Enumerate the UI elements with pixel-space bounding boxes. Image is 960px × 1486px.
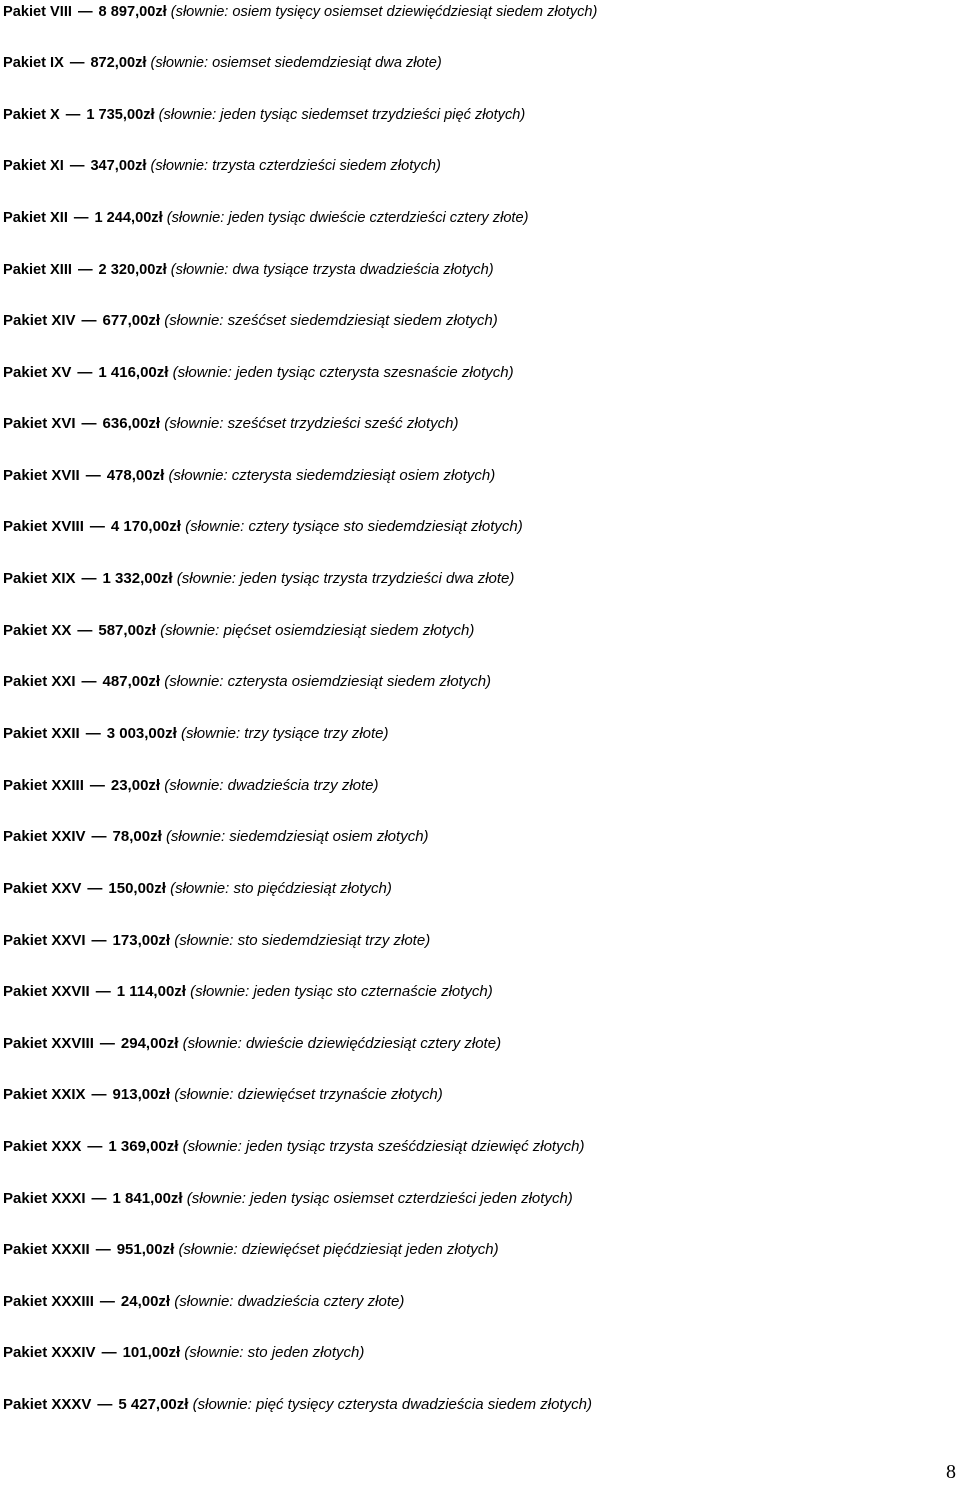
dash-separator: — (91, 828, 107, 845)
dash-separator: — (87, 880, 103, 897)
package-label: Pakiet XXXI (3, 1190, 86, 1207)
package-row (3, 980, 493, 1004)
dash-separator: — (77, 262, 93, 278)
package-amount: 872,00zł (90, 55, 147, 71)
dash-separator: — (65, 107, 81, 123)
package-amount: 347,00zł (90, 158, 147, 174)
package-row (3, 1187, 573, 1211)
dash-separator: — (81, 570, 97, 587)
package-label: Pakiet XVII (3, 467, 80, 484)
package-row (3, 1135, 584, 1159)
amount-in-words: (słownie: cztery tysiące sto siedemdziesiąt złotych) (185, 518, 523, 535)
package-amount: 1 114,00zł (116, 983, 186, 1000)
package-row (3, 51, 442, 75)
package-amount: 677,00zł (102, 312, 161, 329)
dash-separator: — (69, 55, 85, 71)
dash-separator: — (85, 725, 101, 742)
dash-separator: — (99, 1293, 115, 1310)
package-row (3, 309, 498, 333)
amount-in-words: (słownie: sześćset siedemdziesiąt siedem złotych) (164, 312, 498, 329)
dash-separator: — (89, 777, 105, 794)
package-amount: 150,00zł (108, 880, 166, 897)
amount-in-words: (słownie: sześćset trzydzieści sześć złotych) (164, 415, 459, 432)
amount-in-words: (słownie: dwa tysiące trzysta dwadzieścia złotych) (170, 262, 494, 278)
package-label: Pakiet XIV (3, 312, 76, 329)
dash-separator: — (81, 673, 97, 690)
package-amount: 3 003,00zł (106, 725, 177, 742)
package-row (3, 1290, 404, 1314)
package-amount: 478,00zł (106, 467, 165, 484)
package-row (3, 774, 379, 798)
dash-separator: — (73, 210, 89, 226)
dash-separator: — (91, 932, 107, 949)
package-amount: 24,00zł (120, 1293, 171, 1310)
amount-in-words: (słownie: jeden tysiąc osiemset czterdzieści jeden złotych) (186, 1190, 573, 1207)
amount-in-words: (słownie: osiemset siedemdziesiąt dwa złote) (150, 55, 442, 71)
dash-separator: — (81, 312, 97, 329)
package-amount: 101,00zł (122, 1344, 181, 1361)
amount-in-words: (słownie: jeden tysiąc trzysta sześćdziesiąt dziewięć złotych) (182, 1138, 585, 1155)
package-row (3, 1393, 592, 1417)
package-label: Pakiet X (3, 107, 60, 123)
package-row (3, 567, 514, 591)
dash-separator: — (77, 4, 93, 20)
amount-in-words: (słownie: jeden tysiąc czterysta szesnaście złotych) (172, 364, 514, 381)
dash-separator: — (101, 1344, 117, 1361)
amount-in-words: (słownie: jeden tysiąc trzysta trzydzieści dwa złote) (176, 570, 515, 587)
package-amount: 1 332,00zł (102, 570, 173, 587)
dash-separator: — (99, 1035, 115, 1052)
package-row (3, 929, 430, 953)
dash-separator: — (81, 415, 97, 432)
dash-separator: — (87, 1138, 103, 1155)
package-label: Pakiet XVI (3, 415, 76, 432)
package-amount: 951,00zł (116, 1241, 175, 1258)
package-row (3, 103, 525, 127)
amount-in-words: (słownie: jeden tysiąc sto czternaście złotych) (190, 983, 493, 1000)
package-label: Pakiet XXXII (3, 1241, 90, 1258)
dash-separator: — (95, 983, 111, 1000)
dash-separator: — (85, 467, 101, 484)
package-label: Pakiet XXI (3, 673, 76, 690)
amount-in-words: (słownie: siedemdziesiąt osiem złotych) (165, 828, 429, 845)
package-label: Pakiet XXXIV (3, 1344, 96, 1361)
package-label: Pakiet XXIX (3, 1086, 86, 1103)
amount-in-words: (słownie: osiem tysięcy osiemset dziewięćdziesiąt siedem złotych) (170, 4, 598, 20)
dash-separator: — (91, 1086, 107, 1103)
package-label: Pakiet XV (3, 364, 72, 381)
amount-in-words: (słownie: dwadzieścia trzy złote) (164, 777, 379, 794)
package-amount: 913,00zł (112, 1086, 171, 1103)
package-amount: 587,00zł (98, 622, 156, 639)
package-row (3, 515, 523, 539)
package-row (3, 412, 459, 436)
package-label: Pakiet XXII (3, 725, 80, 742)
package-amount: 2 320,00zł (98, 262, 167, 278)
package-amount: 1 244,00zł (94, 210, 163, 226)
amount-in-words: (słownie: pięć tysięcy czterysta dwadzieścia siedem złotych) (192, 1396, 592, 1413)
package-amount: 1 416,00zł (98, 364, 169, 381)
amount-in-words: (słownie: jeden tysiąc siedemset trzydzieści pięć złotych) (158, 107, 526, 123)
package-label: Pakiet XXIII (3, 777, 84, 794)
package-label: Pakiet XXX (3, 1138, 82, 1155)
package-label: Pakiet XXXIII (3, 1293, 94, 1310)
amount-in-words: (słownie: pięćset osiemdziesiąt siedem złotych) (160, 622, 475, 639)
package-label: Pakiet XXXV (3, 1396, 92, 1413)
package-label: Pakiet XI (3, 158, 64, 174)
package-amount: 4 170,00zł (110, 518, 181, 535)
package-amount: 1 735,00zł (86, 107, 155, 123)
package-label: Pakiet XIX (3, 570, 76, 587)
package-amount: 23,00zł (110, 777, 161, 794)
amount-in-words: (słownie: dziewięćset pięćdziesiąt jeden złotych) (178, 1241, 499, 1258)
package-row (3, 361, 514, 385)
package-row (3, 722, 389, 746)
dash-separator: — (97, 1396, 113, 1413)
package-amount: 487,00zł (102, 673, 161, 690)
package-label: Pakiet XIII (3, 262, 72, 278)
package-amount: 78,00zł (112, 828, 162, 845)
package-label: Pakiet XXVIII (3, 1035, 94, 1052)
package-amount: 1 841,00zł (112, 1190, 183, 1207)
package-amount: 5 427,00zł (118, 1396, 189, 1413)
amount-in-words: (słownie: czterysta siedemdziesiąt osiem złotych) (168, 467, 496, 484)
package-row (3, 464, 495, 488)
package-label: Pakiet VIII (3, 4, 72, 20)
package-row (3, 1083, 443, 1107)
dash-separator: — (95, 1241, 111, 1258)
package-row (3, 825, 429, 849)
amount-in-words: (słownie: trzysta czterdzieści siedem złotych) (150, 158, 441, 174)
package-label: Pakiet XXVII (3, 983, 90, 1000)
page-number: 8 (946, 1461, 956, 1483)
dash-separator: — (77, 364, 93, 381)
dash-separator: — (69, 158, 85, 174)
package-row (3, 258, 494, 282)
package-row (3, 619, 474, 643)
package-amount: 1 369,00zł (108, 1138, 179, 1155)
package-row (3, 1032, 501, 1056)
package-amount: 8 897,00zł (98, 4, 167, 20)
package-row (3, 206, 528, 230)
dash-separator: — (89, 518, 105, 535)
package-row (3, 670, 491, 694)
package-amount: 636,00zł (102, 415, 161, 432)
package-row (3, 0, 597, 24)
amount-in-words: (słownie: dziewięćset trzynaście złotych) (174, 1086, 443, 1103)
amount-in-words: (słownie: dwadzieścia cztery złote) (174, 1293, 405, 1310)
package-amount: 294,00zł (120, 1035, 179, 1052)
amount-in-words: (słownie: sto jeden złotych) (184, 1344, 365, 1361)
dash-separator: — (91, 1190, 107, 1207)
amount-in-words: (słownie: dwieście dziewięćdziesiąt cztery złote) (182, 1035, 502, 1052)
package-row (3, 877, 392, 901)
package-label: Pakiet XVIII (3, 518, 84, 535)
amount-in-words: (słownie: trzy tysiące trzy złote) (180, 725, 389, 742)
package-label: Pakiet IX (3, 55, 64, 71)
package-row (3, 154, 441, 178)
package-label: Pakiet XX (3, 622, 72, 639)
amount-in-words: (słownie: sto pięćdziesiąt złotych) (170, 880, 392, 897)
package-row (3, 1238, 499, 1262)
package-label: Pakiet XXIV (3, 828, 86, 845)
amount-in-words: (słownie: sto siedemdziesiąt trzy złote) (174, 932, 431, 949)
package-label: Pakiet XXVI (3, 932, 86, 949)
amount-in-words: (słownie: jeden tysiąc dwieście czterdzieści cztery złote) (166, 210, 529, 226)
package-amount: 173,00zł (112, 932, 171, 949)
package-label: Pakiet XXV (3, 880, 82, 897)
package-label: Pakiet XII (3, 210, 68, 226)
amount-in-words: (słownie: czterysta osiemdziesiąt siedem złotych) (164, 673, 492, 690)
dash-separator: — (77, 622, 93, 639)
package-row (3, 1341, 364, 1365)
